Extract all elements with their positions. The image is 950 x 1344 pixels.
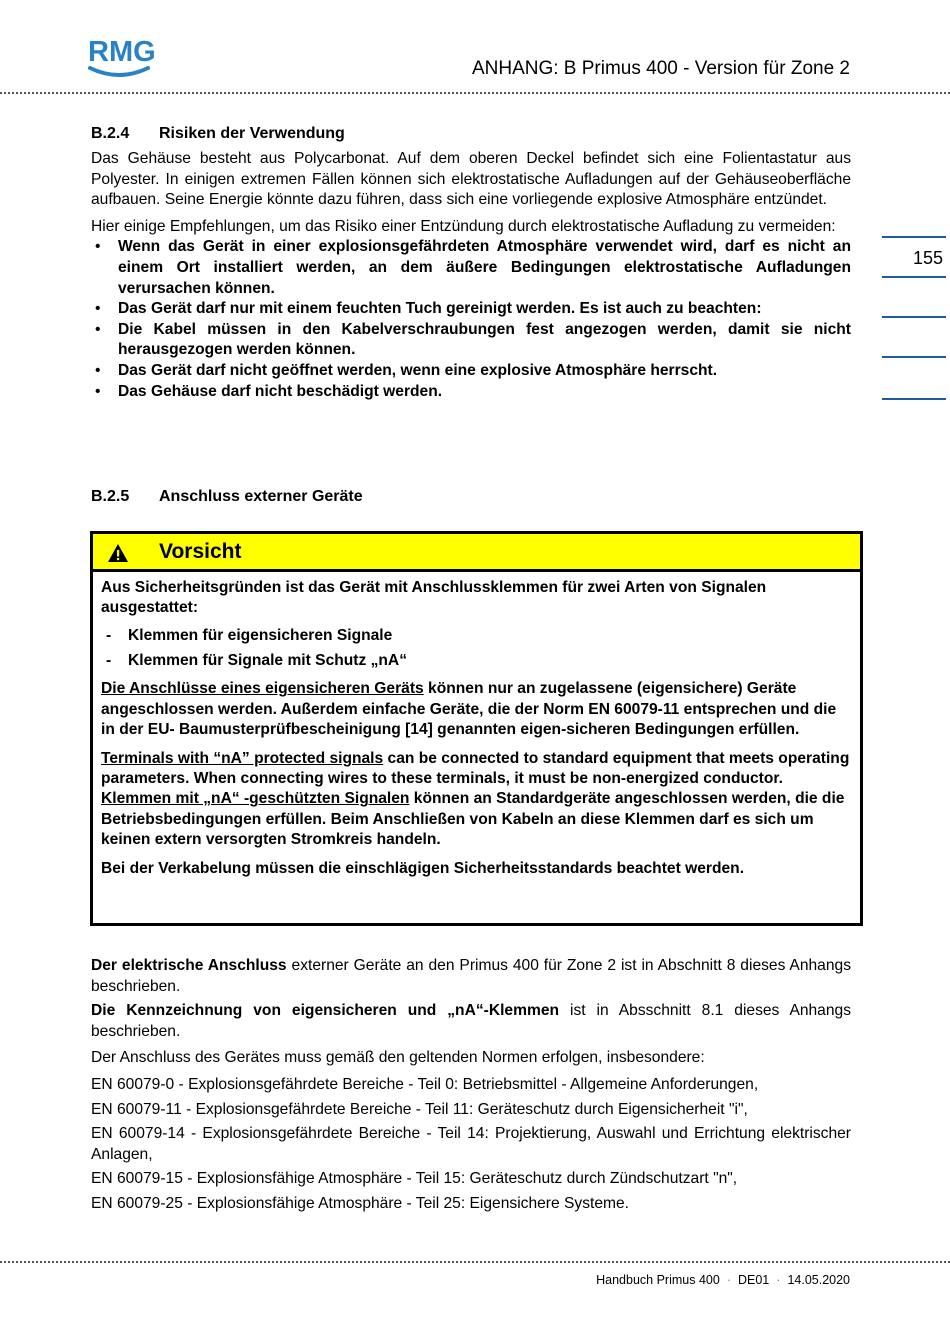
caution-paragraph	[101, 679, 852, 740]
paragraph-text: can be connected to standard equipment that meets operating parameters. When connecting wires to these terminals, it must be non-energized conductor.	[101, 750, 850, 788]
caution-body	[93, 572, 860, 879]
list-item: • Wenn das Gerät in einer explosionsgefährdeten Atmosphäre verwendet wird, darf es nicht an einem Ort installiert werden, an dem äußere Bedingungen elektrostatische Aufladungen verursachen können.	[91, 237, 851, 299]
footer-separator: ·	[776, 1273, 781, 1287]
section-number: B.2.4	[91, 125, 130, 142]
norm-item: EN 60079-11 - Explosionsgefährdete Bereiche - Teil 11: Geräteschutz durch Eigensicherheit "i",	[91, 1100, 748, 1118]
norm-item: EN 60079-14 - Explosionsgefährdete Bereiche - Teil 14: Projektierung, Auswahl und Errichtung elektrischer Anlagen,	[91, 1125, 851, 1163]
rmg-logo	[88, 36, 156, 78]
list-item: • Das Gerät darf nicht geöffnet werden, wenn eine explosive Atmosphäre herrscht.	[91, 361, 851, 382]
list-item: • Das Gehäuse darf nicht beschädigt werden.	[91, 382, 851, 403]
recommendation-list	[91, 237, 851, 402]
connection-section	[91, 956, 851, 1215]
page-header-title: ANHANG: B Primus 400 - Version für Zone 2	[471, 58, 850, 79]
logo-text: RMG	[88, 36, 156, 68]
paragraph-text: ist in Absschnitt 8.1 dieses Anhangs beschrieben.	[91, 1002, 852, 1040]
section-title: Risiken der Verwendung	[159, 125, 345, 142]
section-title: Anschluss externer Geräte	[159, 488, 363, 505]
underlined-text: Klemmen mit „nA“ -geschützten Signalen	[101, 790, 410, 808]
norm-item: EN 60079-0 - Explosionsgefährdete Bereiche - Teil 0: Betriebsmittel - Allgemeine Anforderungen,	[91, 1075, 759, 1093]
paragraph-text: externer Geräte an den Primus 400 für Zone 2 ist in Abschnitt 8 dieses Anhangs beschrieben.	[91, 957, 851, 995]
section-b25	[91, 487, 851, 507]
paragraph: Der Anschluss des Gerätes muss gemäß den geltenden Normen erfolgen, insbesondere:	[91, 1049, 705, 1067]
footer-divider	[0, 1261, 950, 1263]
terminal-types-list	[101, 623, 852, 673]
paragraph: Das Gehäuse besteht aus Polycarbonat. Auf dem oberen Deckel befindet sich eine Folientastatur aus Polyester. In einigen extremen Fällen können sich elektrostatische Aufladungen auf der Gehäuseoberfläche aufbauen. Seine Energie könnte dazu führen, dass sich eine vorliegende explosive Atmosphäre entzündet.	[91, 150, 851, 209]
paragraph-text: können nur an zugelassene (eigensichere) Geräte angeschlossen werden. Außerdem einfache Geräte, die der Norm EN 60079-11 entsprechen und die in der EU- Baumusterprüfbescheinigung [14] genannten eigen-sicheren Bedingungen erfüllen.	[101, 680, 837, 738]
bold-text: Die Kennzeichnung von eigensicheren und „nA“-Klemmen	[91, 1002, 560, 1020]
footer-separator: ·	[726, 1273, 731, 1287]
section-heading	[91, 487, 851, 507]
paragraph-text: können an Standardgeräte angeschlossen werden, die die Betriebsbedingungen erfüllen. Beim Anschließen von Kabeln an diese Klemmen darf es sich um keinen extern versorgten Stromkreis handeln.	[101, 790, 845, 848]
underlined-text: Terminals with “nA” protected signals	[101, 750, 384, 768]
list-item: • Das Gerät darf nur mit einem feuchten Tuch gereinigt werden. Es ist auch zu beachten:	[91, 299, 851, 320]
margin-mark	[882, 236, 946, 238]
page-footer	[596, 1273, 850, 1287]
caution-intro: Aus Sicherheitsgründen ist das Gerät mit Anschlussklemmen für zwei Arten von Signalen ausgestattet:	[101, 579, 767, 617]
warning-triangle-icon	[107, 543, 129, 563]
margin-mark	[882, 398, 946, 400]
caution-box	[90, 531, 863, 926]
header-divider	[0, 92, 950, 94]
caution-paragraph	[101, 749, 852, 789]
page-number: 155	[912, 248, 943, 268]
paragraph: Hier einige Empfehlungen, um das Risiko einer Entzündung durch elektrostatische Aufladung zu vermeiden:	[91, 217, 836, 235]
caution-paragraph	[101, 789, 852, 850]
footer-manual: Handbuch Primus 400	[596, 1273, 720, 1287]
section-b24	[91, 124, 851, 402]
section-heading	[91, 124, 851, 144]
paragraph	[91, 1001, 851, 1042]
underlined-text: Die Anschlüsse eines eigensicheren Geräts	[101, 680, 424, 698]
footer-doc: DE01	[737, 1273, 770, 1287]
margin-mark	[882, 316, 946, 318]
footer-date: 14.05.2020	[787, 1273, 850, 1287]
list-item: • Die Kabel müssen in den Kabelverschraubungen fest angezogen werden, damit sie nicht herausgezogen werden können.	[91, 320, 851, 361]
norm-item: EN 60079-25 - Explosionsfähige Atmosphäre - Teil 25: Eigensichere Systeme.	[91, 1194, 629, 1212]
list-item: - Klemmen für eigensicheren Signale	[101, 623, 852, 648]
norm-item: EN 60079-15 - Explosionsfähige Atmosphäre - Teil 15: Geräteschutz durch Zündschutzart "n",	[91, 1170, 738, 1188]
section-number: B.2.5	[91, 488, 130, 505]
paragraph	[91, 956, 851, 997]
caution-header	[93, 534, 860, 572]
margin-mark	[882, 276, 946, 278]
bold-text: Der elektrische Anschluss	[91, 957, 287, 974]
list-item: - Klemmen für Signale mit Schutz „nA“	[101, 648, 852, 673]
margin-mark	[882, 356, 946, 358]
caution-paragraph: Bei der Verkabelung müssen die einschlägigen Sicherheitsstandards beachtet werden.	[101, 860, 745, 878]
caution-title: Vorsicht	[159, 540, 242, 563]
